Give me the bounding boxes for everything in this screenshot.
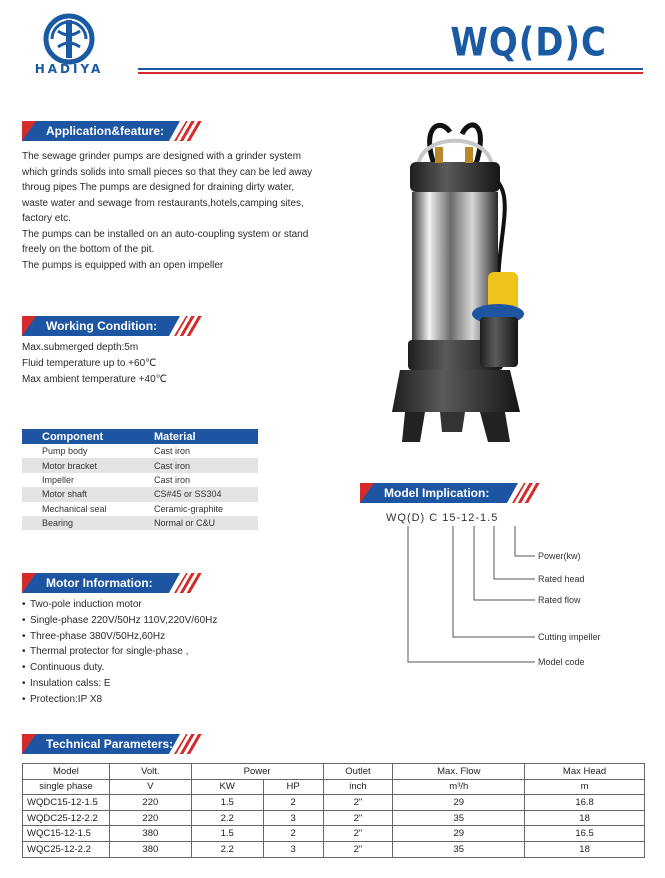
component-cell: Pump body: [42, 446, 88, 457]
material-cell: Normal or C&U: [144, 516, 258, 530]
material-cell: Cast iron: [144, 458, 258, 472]
model-cell: WQC25-12-2.2: [23, 841, 110, 857]
table-row: [23, 795, 645, 811]
working-banner: [22, 316, 202, 336]
application-title: Application&feature:: [46, 124, 165, 138]
list-item: • Protection:IP X8: [22, 693, 103, 705]
implication-banner: [360, 483, 540, 503]
flow-cell: 29: [393, 795, 525, 811]
component-cell: Motor bracket: [22, 458, 144, 472]
column-unit: inch: [323, 779, 393, 795]
kw-cell: 2.2: [191, 810, 263, 826]
application-text: [22, 149, 322, 273]
column-header: Max. Flow: [393, 764, 525, 780]
application-line: waste water and sewage from restaurants,hotels,camping sites,: [22, 197, 304, 209]
component-cell: Motor shaft: [22, 487, 144, 501]
working-line: Fluid temperature up to +60℃: [22, 358, 157, 369]
motor-title: Motor Information:: [46, 576, 153, 590]
column-unit: V: [109, 779, 191, 795]
technical-table: [22, 763, 645, 858]
implication-title: Model Implication:: [384, 486, 490, 500]
component-cell: Impeller: [42, 474, 75, 485]
application-line: factory etc.: [22, 213, 71, 224]
list-item: • Three-phase 380V/50Hz,60Hz: [22, 630, 166, 642]
brand-name: HADIYA: [34, 62, 104, 76]
head-cell: 18: [525, 810, 645, 826]
table-row: [22, 444, 258, 458]
header-divider-red: [138, 72, 643, 74]
table-row: [23, 810, 645, 826]
outlet-cell: 2": [323, 810, 393, 826]
application-line: freely on the bottom of the pit.: [22, 244, 155, 255]
material-cell: Ceramic-graphite: [153, 503, 223, 514]
hp-cell: 2: [263, 826, 323, 842]
motor-banner: [22, 573, 202, 593]
model-code-example: WQ(D) C 15-12-1.5: [386, 512, 499, 524]
volt-cell: 380: [109, 826, 191, 842]
outlet-cell: 2": [323, 795, 393, 811]
column-header: Component: [22, 429, 144, 444]
working-text: [22, 340, 322, 388]
volt-cell: 220: [109, 810, 191, 826]
application-line: The sewage grinder pumps are designed with a grinder system: [22, 151, 302, 162]
kw-cell: 1.5: [191, 795, 263, 811]
column-header: Model: [23, 764, 110, 780]
application-line: The pumps can be installed on an auto-coupling system or stand: [22, 228, 309, 240]
column-unit: HP: [263, 779, 323, 795]
column-header: Volt.: [109, 764, 191, 780]
hp-cell: 3: [263, 810, 323, 826]
material-cell: Cast iron: [153, 446, 190, 457]
component-cell: Mechanical seal: [42, 503, 107, 514]
implication-label: Cutting impeller: [538, 632, 601, 642]
page-title: WQ(D)C: [450, 20, 607, 66]
implication-label: Rated head: [538, 574, 585, 584]
table-row: [22, 458, 258, 472]
outlet-cell: 2": [323, 841, 393, 857]
implication-label: Rated flow: [538, 595, 581, 605]
column-unit: single phase: [23, 779, 110, 795]
flow-cell: 35: [393, 810, 525, 826]
table-row: [22, 516, 258, 530]
table-subheader-row: [23, 779, 645, 795]
kw-cell: 1.5: [191, 826, 263, 842]
kw-cell: 2.2: [191, 841, 263, 857]
table-header-row: [23, 764, 645, 780]
table-row: [23, 826, 645, 842]
component-cell: Bearing: [22, 516, 144, 530]
table-row: [22, 487, 258, 501]
list-item: • Insulation calss: E: [22, 677, 111, 689]
volt-cell: 220: [109, 795, 191, 811]
material-cell: Cast iron: [153, 474, 190, 485]
outlet-cell: 2": [323, 826, 393, 842]
list-item: • Continuous duty.: [22, 662, 105, 674]
flow-cell: 35: [393, 841, 525, 857]
working-title: Working Condition:: [46, 319, 158, 333]
implication-label: Power(kw): [538, 551, 581, 561]
column-header: Material: [144, 429, 258, 444]
column-header: Max Head: [525, 764, 645, 780]
implication-label: Model code: [538, 657, 585, 667]
list-item: • Thermal protector for single-phase ,: [22, 646, 189, 658]
list-item: • Single-phase 220V/50Hz 110V,220V/60Hz: [22, 614, 218, 626]
hp-cell: 2: [263, 795, 323, 811]
column-header: Outlet: [323, 764, 393, 780]
table-row: [23, 841, 645, 857]
application-line: The pumps is equipped with an open impeller: [22, 259, 224, 271]
column-unit: m: [525, 779, 645, 795]
table-row: [22, 473, 258, 487]
header-divider-blue: [138, 68, 643, 70]
volt-cell: 380: [109, 841, 191, 857]
model-cell: WQC15-12-1.5: [23, 826, 110, 842]
pump-image-icon: [380, 112, 545, 452]
column-header: Power: [191, 764, 323, 780]
table-row: [22, 502, 258, 516]
working-line: Max ambient temperature +40℃: [22, 374, 167, 385]
motor-bullets: [22, 597, 217, 708]
model-cell: WQDC15-12-1.5: [23, 795, 110, 811]
materials-header-row: [22, 429, 258, 444]
application-banner: [22, 121, 202, 141]
list-item: • Two-pole induction motor: [22, 599, 142, 610]
head-cell: 16.5: [525, 826, 645, 842]
head-cell: 16.8: [525, 795, 645, 811]
implication-diagram-icon: [380, 520, 640, 680]
working-line: Max.submerged depth:5m: [22, 342, 139, 353]
hp-cell: 3: [263, 841, 323, 857]
column-unit: KW: [191, 779, 263, 795]
column-unit: m³/h: [393, 779, 525, 795]
head-cell: 18: [525, 841, 645, 857]
technical-title: Technical Parameters:: [46, 737, 174, 751]
material-cell: CS#45 or SS304: [144, 487, 258, 501]
model-cell: WQDC25-12-2.2: [23, 810, 110, 826]
application-line: throug pipes The pumps are designed for draining dirty water,: [22, 182, 295, 193]
application-line: which grinds solids into small pieces so that they can be led away: [22, 166, 313, 178]
materials-table: [22, 429, 258, 530]
flow-cell: 29: [393, 826, 525, 842]
technical-banner: [22, 734, 202, 754]
